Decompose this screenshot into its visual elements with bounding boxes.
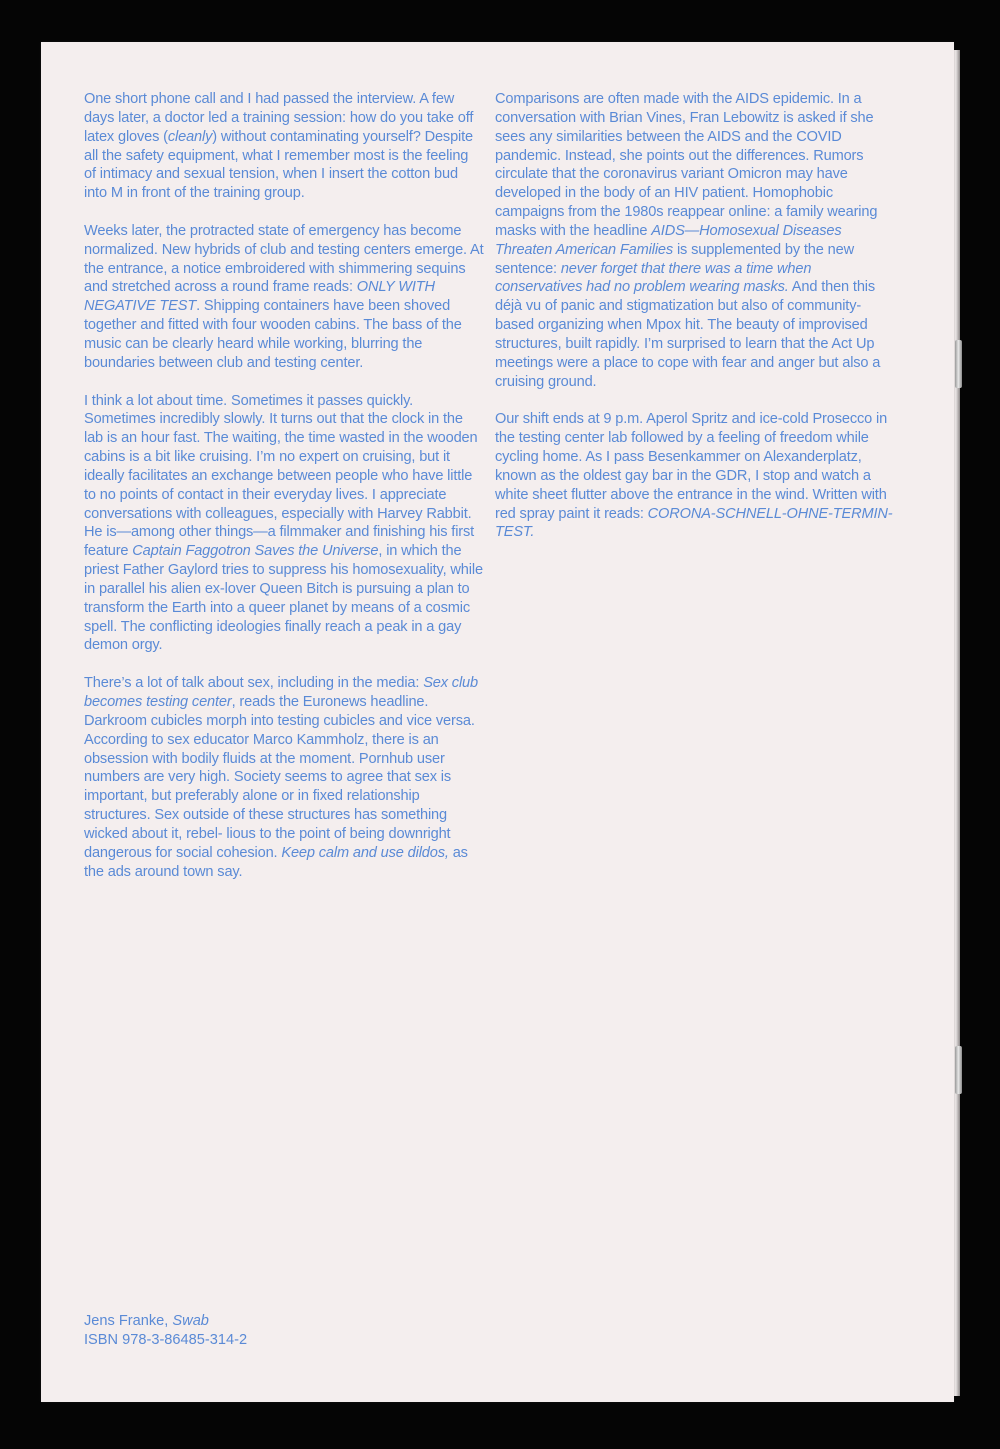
staple-top (955, 340, 962, 388)
text-column-left (84, 90, 484, 900)
isbn: ISBN 978-3-86485-314-2 (84, 1332, 248, 1348)
italic-text: Captain Faggotron Saves the Universe (132, 543, 379, 560)
italic-text: cleanly (167, 128, 213, 145)
text-run: as the ads around town say. (84, 844, 468, 880)
italic-text: CORONA-SCHNELL-OHNE-TERMIN-TEST. (495, 505, 893, 541)
author-name: Jens Franke, (84, 1313, 173, 1329)
italic-text: AIDS—Homosexual Diseases Threaten American Families (495, 222, 842, 258)
text-run: There’s a lot of talk about sex, including in the media: (84, 675, 424, 692)
italic-text: Sex club becomes testing center (84, 675, 478, 710)
text-run: Our shift ends at 9 p.m. Aperol Spritz and ice-cold Prosecco in the testing center lab followed by a feeling of freedom while cycling home. As I pass Besenkammer on Alexanderplatz, known as the oldest gay bar in the GDR, I stop and watch a white sheet flutter above the entrance in the wind. Written with red spray paint it reads: (495, 411, 888, 522)
book-title: Swab (172, 1313, 209, 1329)
colophon (84, 1312, 247, 1350)
author-line (84, 1312, 247, 1331)
text-run: , in which the priest Father Gaylord tries to suppress his homosexuality, while in parallel his alien ex-lover Queen Bitch is pursuing a plan to transform the Earth into a queer planet by means of a cosmic spell. The conflicting ideologies finally reach a peak in a gay demon orgy. (84, 543, 483, 654)
text-run: And then this déjà vu of panic and stigmatization but also of community-based organizing when Mpox hit. The beauty of improvised structures, built rapidly. I’m surprised to learn that the Act Up meetings were a place to cope with fear and anger but also a cruising ground. (495, 279, 881, 390)
paragraph (84, 90, 484, 203)
staple-bottom (955, 1046, 962, 1094)
text-run: Comparisons are often made with the AIDS epidemic. In a conversation with Brian Vines, Fran Lebowitz is asked if she sees any similarities between the AIDS and the COVID pandemic. Instead, she points out the differences. Rumors circulate that the coronavirus variant Omicron may have developed in the body of an HIV patient. Homophobic campaigns from the 1980s reappear online: a family wearing masks with the headline (495, 91, 878, 239)
italic-text: ONLY WITH NEGATIVE TEST (84, 279, 435, 315)
paragraph (84, 674, 484, 881)
text-run: ) without contaminating yourself? Despite all the safety equipment, what I remember most is the feeling of intimacy and sexual tension, when I insert the cotton bud into M in front of the training group. (84, 128, 474, 202)
paragraph (495, 90, 895, 392)
text-run: One short phone call and I had passed the interview. A few days later, a doctor led a training session: how do you take off latex gloves ( (84, 91, 474, 145)
text-run: I think a lot about time. Sometimes it passes quickly. Sometimes incredibly slowly. It turns out that the clock in the lab is an hour fast. The waiting, the time wasted in the wooden cabins is a bit like cruising. I’m no expert on cruising, but it ideally facilitates an exchange between people who have little to no points of contact in their everyday lives. I appreciate conversations with colleagues, especially with Harvey Rabbit. He is—among other things—a filmmaker and finishing his first feature (84, 392, 478, 560)
paragraph (495, 410, 895, 542)
page-edge (953, 50, 960, 1396)
text-run: , reads the Euronews headline. Darkroom cubicles morph into testing cubicles and vice versa. According to sex educator Marco Kammholz, there is an obsession with bodily fluids at the moment. Pornhub user numbers are very high. Society seems to agree that sex is important, but preferably alone or in fixed relationship structures. Sex outside of these structures has something wicked about it, rebel- lious to the point of being downright dangerous for social cohesion. (84, 694, 475, 861)
italic-text: never forget that there was a time when conservatives had no problem wearing masks. (495, 260, 812, 296)
paragraph (84, 222, 484, 373)
italic-text: Keep calm and use dildos, (281, 844, 449, 861)
text-run: Weeks later, the protracted state of emergency has become normalized. New hybrids of club and testing centers emerge. At the entrance, a notice embroidered with shimmering sequins and stretched across a round frame reads: (84, 222, 484, 296)
text-run: . Shipping containers have been shoved together and fitted with four wooden cabins. The bass of the music can be clearly heard while working, blurring the boundaries between club and testing center. (84, 298, 462, 371)
text-run: is supplemented by the new sentence: (495, 241, 854, 277)
text-column-right (495, 90, 895, 561)
paragraph (84, 392, 484, 656)
